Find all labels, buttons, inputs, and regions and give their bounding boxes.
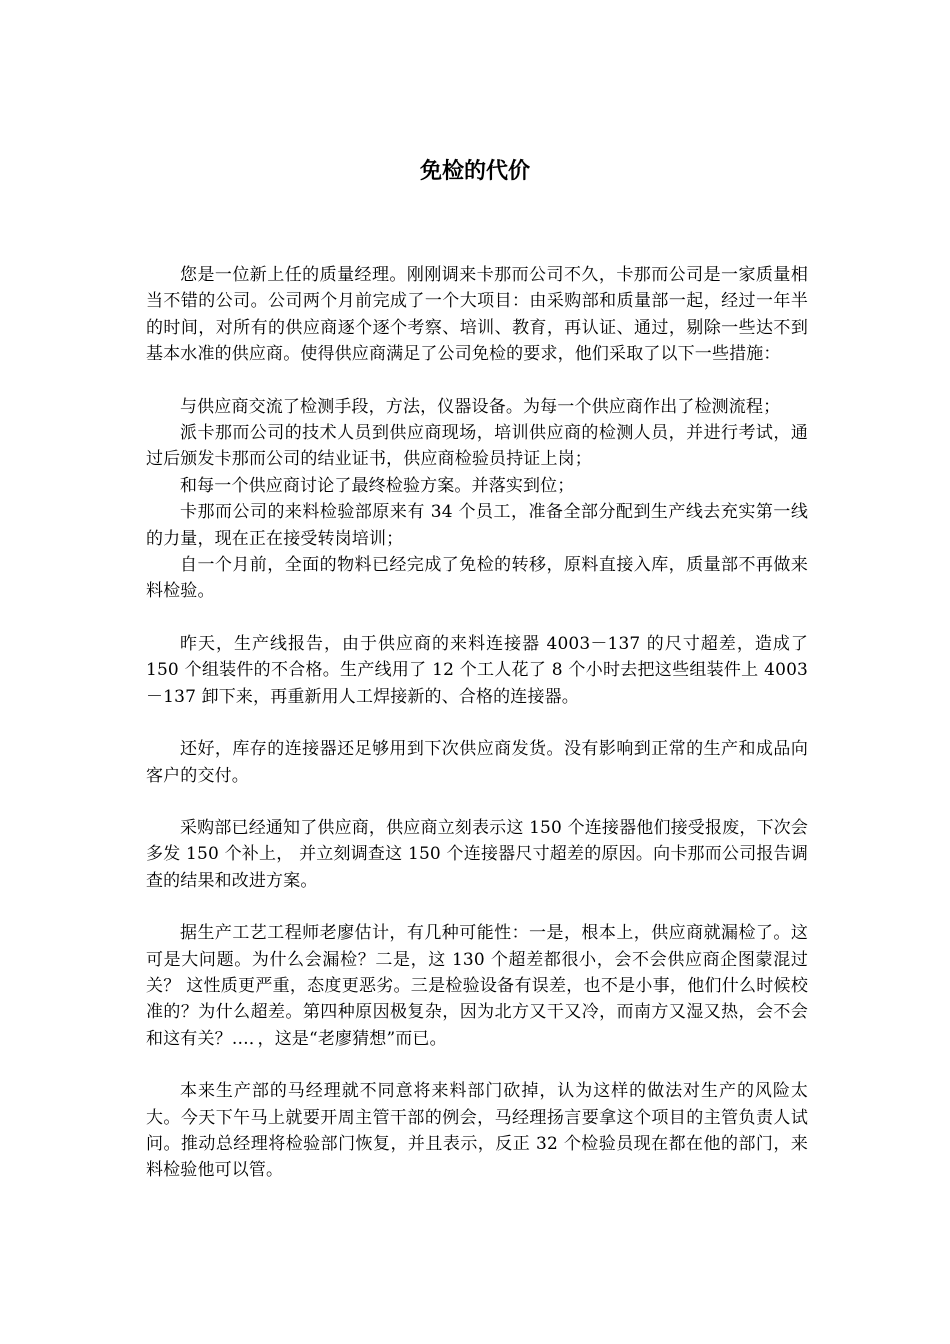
paragraph-gap bbox=[146, 789, 808, 815]
measure-item: 和每一个供应商讨论了最终检验方案。并落实到位； bbox=[180, 475, 575, 496]
measure-item: 自一个月前，全面的物料已经完成了免检的转移，原料直接入库，质量部不再做来料检验。 bbox=[146, 555, 808, 602]
paragraph-gap bbox=[146, 1052, 808, 1078]
engineer-estimate-paragraph: 据生产工艺工程师老廖估计，有几种可能性：一是，根本上，供应商就漏检了。这可是大问题。为什么会漏检？二是，这 130 个超差都很小，会不会供应商企图蒙混过关？ 这性质更严重，态度更恶劣。三是检验设备有误差，也不是小事，他们什么时候校准的？为什么超差。第四种原因极复杂，因为北方又干又冷，而南方又湿又热，会不会和这有关？…．，这是“老廖猜想”而已。 bbox=[146, 923, 808, 1049]
intro-paragraph: 您是一位新上任的质量经理。刚刚调来卡那而公司不久，卡那而公司是一家质量相当不错的公司。公司两个月前完成了一个大项目：由采购部和质量部一起，经过一年半的时间，对所有的供应商逐个逐个考察、培训、教育，再认证、通过，剔除一些达不到基本水准的供应商。使得供应商满足了公司免检的要求，他们采取了以下一些措施： bbox=[146, 265, 808, 365]
incident-paragraph: 昨天，生产线报告，由于供应商的来料连接器 4003－137 的尺寸超差，造成了 150 个组装件的不合格。生产线用了 12 个工人花了 8 个小时去把这些组装件上 4003－137 卸下来，再重新用人工焊接新的、合格的连接器。 bbox=[146, 633, 808, 707]
inventory-paragraph: 还好，库存的连接器还足够用到下次供应商发货。没有影响到正常的生产和成品向客户的交付。 bbox=[146, 739, 808, 786]
measure-item: 与供应商交流了检测手段，方法，仪器设备。为每一个供应商作出了检测流程； bbox=[180, 396, 781, 417]
supplier-response-paragraph: 采购部已经通知了供应商，供应商立刻表示这 150 个连接器他们接受报废，下次会多发 150 个补上， 并立刻调查这 150 个连接器尺寸超差的原因。向卡那而公司报告调查的结果和改进方案。 bbox=[146, 817, 808, 891]
paragraph-gap bbox=[146, 710, 808, 736]
paragraph-gap bbox=[146, 894, 808, 920]
document-title: 免检的代价 bbox=[419, 159, 530, 184]
measure-item: 派卡那而公司的技术人员到供应商现场，培训供应商的检测人员，并进行考试，通过后颁发卡那而公司的结业证书，供应商检验员持证上岗； bbox=[146, 423, 808, 470]
paragraph-gap bbox=[146, 368, 808, 394]
document-body bbox=[146, 262, 808, 1184]
paragraph-gap bbox=[146, 605, 808, 631]
measure-item: 卡那而公司的来料检验部原来有 34 个员工，准备全部分配到生产线去充实第一线的力量，现在正在接受转岗培训； bbox=[146, 502, 808, 549]
production-manager-paragraph: 本来生产部的马经理就不同意将来料部门砍掉，认为这样的做法对生产的风险太大。今天下午马上就要开周主管干部的例会，马经理扬言要拿这个项目的主管负责人试问。推动总经理将检验部门恢复，并且表示，反正 32 个检验员现在都在他的部门，来料检验他可以管。 bbox=[146, 1081, 808, 1181]
